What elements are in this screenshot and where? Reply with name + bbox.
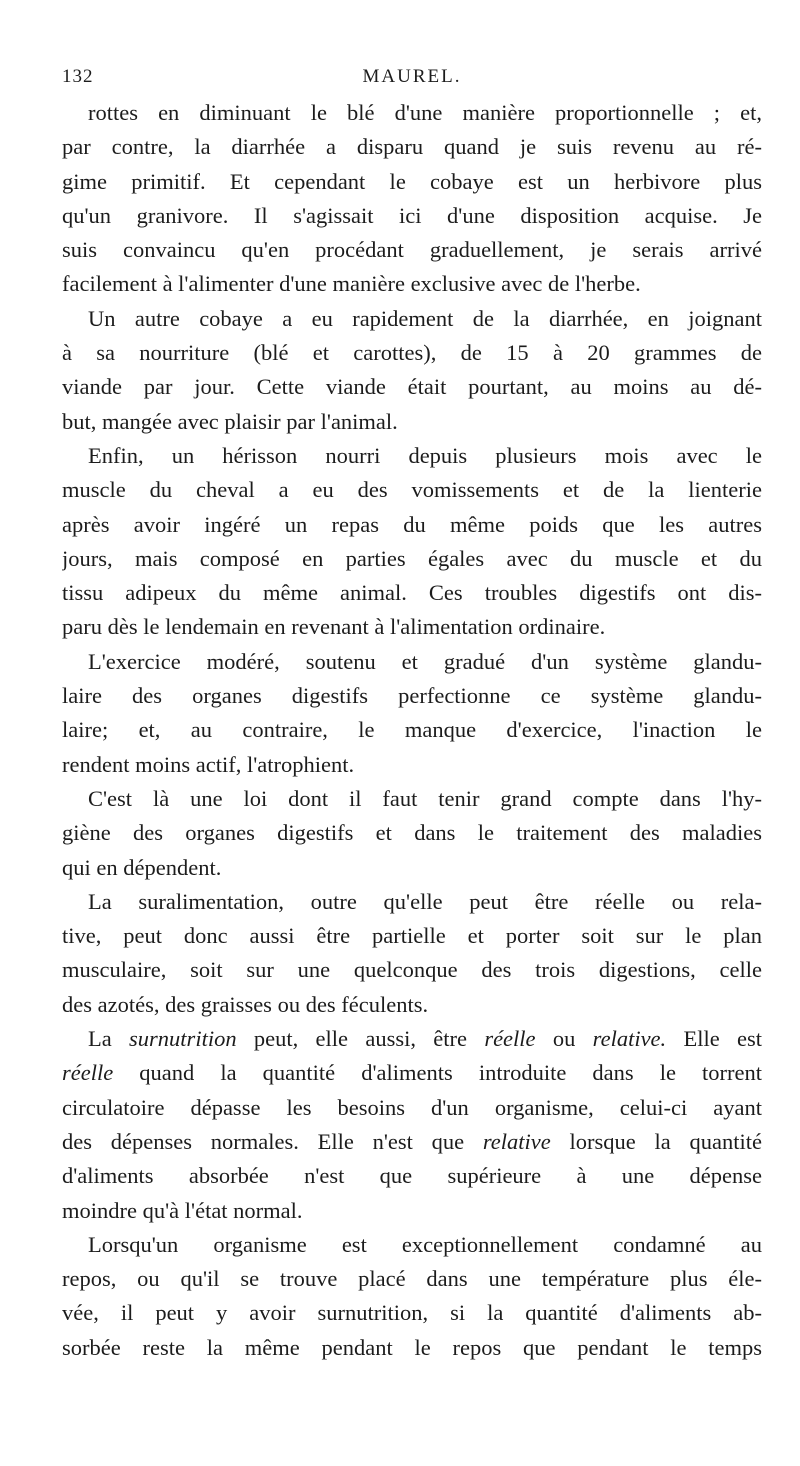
text-line: laire des organes digestifs perfectionne ce système glandu-: [62, 683, 762, 709]
italic-term: relative: [482, 1128, 551, 1154]
text-line: moindre qu'à l'état normal.: [62, 1197, 303, 1223]
text-line: suis convaincu qu'en procédant graduellement, je serais arrivé: [62, 237, 762, 263]
text-line: Enfin, un hérisson nourri depuis plusieurs mois avec le: [88, 442, 762, 468]
text-line: qui en dépendent.: [62, 854, 222, 880]
text-line: muscle du cheval a eu des vomissements et de la lienterie: [62, 477, 762, 503]
text-line: viande par jour. Cette viande était pourtant, au moins au dé-: [62, 374, 762, 400]
text-line: L'exercice modéré, soutenu et gradué d'un système glandu-: [88, 648, 762, 674]
text-line: vée, il peut y avoir surnutrition, si la quantité d'aliments ab-: [62, 1300, 762, 1326]
italic-term: relative.: [592, 1026, 667, 1052]
text-line: par contre, la diarrhée a disparu quand je suis revenu au ré-: [62, 134, 762, 160]
text-line: jours, mais composé en parties égales avec du muscle et du: [62, 545, 762, 571]
text-line: qu'un granivore. Il s'agissait ici d'une disposition acquise. Je: [62, 202, 762, 228]
text-line: paru dès le lendemain en revenant à l'alimentation ordinaire.: [62, 614, 606, 640]
text-line: giène des organes digestifs et dans le traitement des maladies: [62, 820, 762, 846]
text-line: tive, peut donc aussi être partielle et porter soit sur le plan: [62, 923, 762, 949]
paragraph: [62, 782, 762, 885]
running-head: [62, 60, 762, 96]
text-line: rottes en diminuant le blé d'une manière proportionnelle ; et,: [88, 100, 762, 125]
text-line: d'aliments absorbée n'est que supérieure à une dépense: [62, 1163, 762, 1189]
text-line: laire; et, au contraire, le manque d'exercice, l'inaction le: [62, 717, 762, 743]
italic-term: surnutrition: [129, 1026, 237, 1052]
text-line: à sa nourriture (blé et carottes), de 15 à 20 grammes de: [62, 340, 762, 366]
text-line: facilement à l'alimenter d'une manière exclusive avec de l'herbe.: [62, 271, 641, 297]
text-line: sorbée reste la même pendant le repos que pendant le temps: [62, 1334, 762, 1360]
paragraph: [62, 439, 762, 645]
text-line: La suralimentation, outre qu'elle peut être réelle ou rela-: [88, 888, 762, 914]
text-line: Lorsqu'un organisme est exceptionnellement condamné au: [88, 1231, 762, 1257]
text-line: Un autre cobaye a eu rapidement de la diarrhée, en joignant: [88, 305, 762, 331]
running-title: MAUREL.: [362, 66, 462, 87]
text-line: C'est là une loi dont il faut tenir grand compte dans l'hy-: [88, 785, 762, 811]
text-line: des azotés, des graisses ou des féculents.: [62, 991, 429, 1017]
paragraph: [62, 1022, 762, 1228]
text-line: réelle quand la quantité d'aliments introduite dans le torrent: [62, 1060, 762, 1086]
italic-term: réelle: [62, 1060, 114, 1086]
paragraph: [62, 96, 762, 302]
text-line: circulatoire dépasse les besoins d'un organisme, celui-ci ayant: [62, 1094, 762, 1120]
paragraph: [62, 885, 762, 1022]
page-number: 132: [62, 66, 94, 87]
text-line: rendent moins actif, l'atrophient.: [62, 751, 355, 777]
text-line: repos, ou qu'il se trouve placé dans une température plus éle-: [62, 1266, 762, 1292]
text-line: but, mangée avec plaisir par l'animal.: [62, 408, 398, 434]
text-line: après avoir ingéré un repas du même poids que les autres: [62, 511, 762, 537]
paragraph: [62, 1228, 762, 1365]
text-line: des dépenses normales. Elle n'est que relative lorsque la quantité: [62, 1128, 762, 1154]
text-line: La surnutrition peut, elle aussi, être réelle ou relative. Elle est: [88, 1026, 762, 1052]
body-text: [62, 96, 762, 1365]
text-line: musculaire, soit sur une quelconque des trois digestions, celle: [62, 957, 762, 983]
paragraph: [62, 302, 762, 439]
book-page: [62, 60, 762, 1365]
text-line: tissu adipeux du même animal. Ces troubles digestifs ont dis-: [62, 580, 762, 606]
text-line: gime primitif. Et cependant le cobaye est un herbivore plus: [62, 168, 762, 194]
italic-term: réelle: [484, 1026, 536, 1052]
paragraph: [62, 645, 762, 782]
